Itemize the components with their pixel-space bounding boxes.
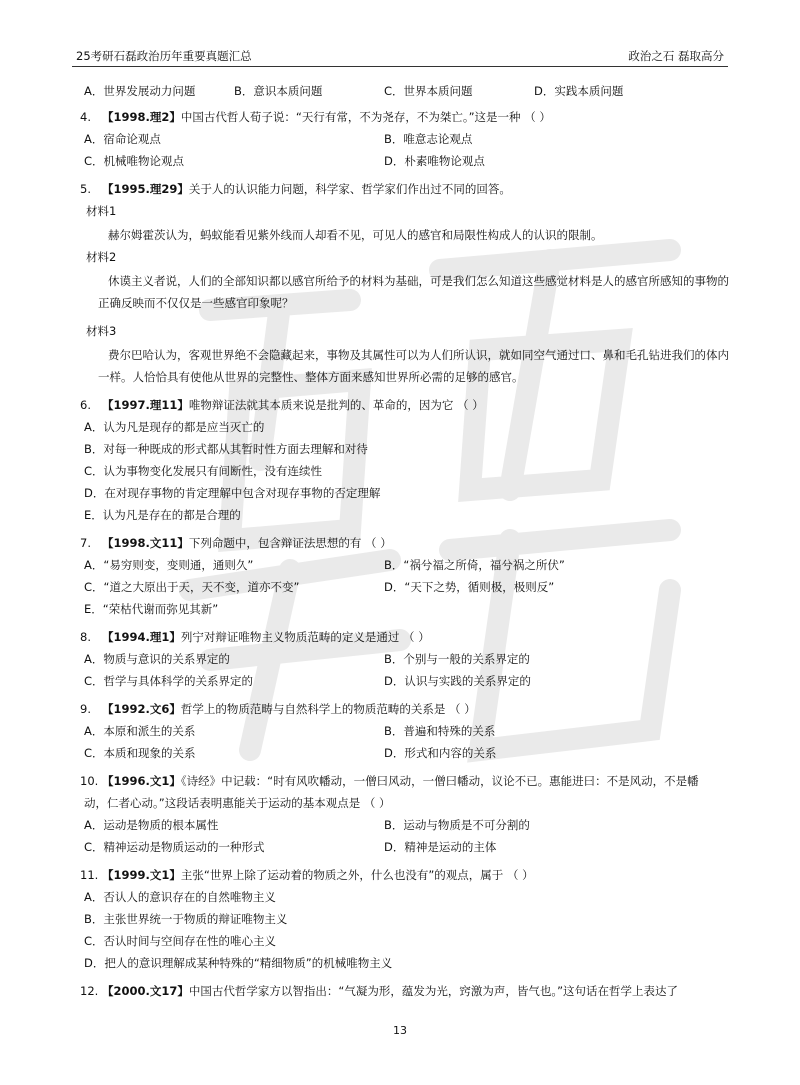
question-number: 5. bbox=[80, 182, 91, 196]
option-d: D．把人的意识理解成某种特殊的“精细物质”的机械唯物主义 bbox=[84, 956, 393, 970]
question-source: 【1992.文6】 bbox=[102, 702, 181, 716]
option-b: B．意识本质问题 bbox=[234, 84, 323, 98]
option-c: C．精神运动是物质运动的一种形式 bbox=[84, 840, 265, 854]
question-source: 【1998.理2】 bbox=[102, 110, 181, 124]
question-source: 【1996.文1】 bbox=[102, 774, 181, 788]
option-b: B．对每一种既成的形式都从其暂时性方面去理解和对待 bbox=[84, 442, 368, 456]
option-b: B．普遍和特殊的关系 bbox=[384, 724, 496, 738]
option-b: B．运动与物质是不可分割的 bbox=[384, 818, 530, 832]
header-slogan: 政治之石 磊取高分 bbox=[628, 49, 724, 63]
question-text: 列宁对辩证唯物主义物质范畴的定义是通过 （ ） bbox=[180, 630, 430, 644]
material-3-label: 材料3 bbox=[86, 324, 117, 338]
material-2-text: 休谟主义者说，人们的全部知识都以感官所给予的材料为基础，可是我们怎么知道这些感觉材料是人的感官所感知的事物的正确反映而不仅仅是一些感官印象呢？ bbox=[98, 274, 729, 310]
option-d: D．实践本质问题 bbox=[534, 84, 624, 98]
option-a: A．世界发展动力问题 bbox=[84, 84, 196, 98]
question-text: 下列命题中，包含辩证法思想的有 （ ） bbox=[188, 536, 392, 550]
question-number: 8. bbox=[80, 630, 91, 644]
option-d: D．在对现存事物的肯定理解中包含对现存事物的否定理解 bbox=[84, 486, 381, 500]
option-d: D．形式和内容的关系 bbox=[384, 746, 497, 760]
option-a: A．“易穷则变，变则通，通则久” bbox=[84, 558, 254, 572]
option-a: A．否认人的意识存在的自然唯物主义 bbox=[84, 890, 276, 904]
option-d: D．认识与实践的关系界定的 bbox=[384, 674, 531, 688]
option-c: C．世界本质问题 bbox=[384, 84, 473, 98]
question-number: 7. bbox=[80, 536, 91, 550]
option-b: B．个别与一般的关系界定的 bbox=[384, 652, 530, 666]
option-d: D．“天下之势，循则极，极则反” bbox=[384, 580, 555, 594]
question-text: 关于人的认识能力问题，科学家、哲学家们作出过不同的回答。 bbox=[188, 182, 511, 196]
option-e: E．“荣枯代谢而弥见其新” bbox=[84, 602, 219, 616]
material-3-text: 费尔巴哈认为，客观世界绝不会隐藏起来，事物及其属性可以为人们所认识，就如同空气通过口、鼻和毛孔钻进我们的体内一样。人恰恰具有使他从世界的完整性、整体方面来感知世界所必需的足够的感官。 bbox=[98, 348, 729, 384]
question-number: 12. bbox=[80, 984, 99, 998]
option-c: C．否认时间与空间存在性的唯心主义 bbox=[84, 934, 277, 948]
option-a: A．本原和派生的关系 bbox=[84, 724, 196, 738]
page-number: 13 bbox=[393, 1024, 407, 1037]
option-c: C．本质和现象的关系 bbox=[84, 746, 196, 760]
material-1-label: 材料1 bbox=[86, 204, 117, 218]
option-a: A．认为凡是现存的都是应当灭亡的 bbox=[84, 420, 265, 434]
option-a: A．物质与意识的关系界定的 bbox=[84, 652, 230, 666]
option-d: D．朴素唯物论观点 bbox=[384, 154, 485, 168]
option-d: D．精神是运动的主体 bbox=[384, 840, 497, 854]
page-header bbox=[72, 48, 728, 67]
question-number: 6. bbox=[80, 398, 91, 412]
question-source: 【1994.理1】 bbox=[102, 630, 181, 644]
question-source: 【1999.文1】 bbox=[102, 868, 181, 882]
question-number: 4. bbox=[80, 110, 91, 124]
question-source: 【2000.文17】 bbox=[102, 984, 189, 998]
question-text: 哲学上的物质范畴与自然科学上的物质范畴的关系是 （ ） bbox=[180, 702, 476, 716]
option-b: B．唯意志论观点 bbox=[384, 132, 473, 146]
material-1-text: 赫尔姆霍茨认为，蚂蚁能看见紫外线而人却看不见，可见人的感官和局限性构成人的认识的限制。 bbox=[108, 228, 603, 242]
option-c: C．“道之大原出于天，天不变，道亦不变” bbox=[84, 580, 300, 594]
question-number: 9. bbox=[80, 702, 91, 716]
option-c: C．机械唯物论观点 bbox=[84, 154, 185, 168]
option-a: A．宿命论观点 bbox=[84, 132, 161, 146]
question-source: 【1998.文11】 bbox=[102, 536, 189, 550]
header-title: 25考研石磊政治历年重要真题汇总 bbox=[76, 49, 252, 63]
material-2-label: 材料2 bbox=[86, 250, 117, 264]
option-a: A．运动是物质的根本属性 bbox=[84, 818, 219, 832]
question-source: 【1995.理29】 bbox=[102, 182, 189, 196]
question-text: 唯物辩证法就其本质来说是批判的、革命的，因为它 （ ） bbox=[188, 398, 484, 412]
question-source: 【1997.理11】 bbox=[102, 398, 189, 412]
question-number: 11. bbox=[80, 868, 99, 882]
question-text: 《诗经》中记载：“时有风吹幡动，一僧曰风动，一僧曰幡动，议论不已。惠能进曰：不是风动，不是幡 bbox=[180, 774, 699, 788]
question-text: 中国古代哲人荀子说：“天行有常，不为尧存，不为桀亡。”这是一种 （ ） bbox=[180, 110, 551, 124]
option-b: B．主张世界统一于物质的辩证唯物主义 bbox=[84, 912, 288, 926]
question-number: 10. bbox=[80, 774, 99, 788]
option-c: C．认为事物变化发展只有间断性，没有连续性 bbox=[84, 464, 323, 478]
question-text: 中国古代哲学家方以智指出：“气凝为形，蕴发为光，窍激为声，皆气也。”这句话在哲学上表达了 bbox=[188, 984, 679, 998]
option-e: E．认为凡是存在的都是合理的 bbox=[84, 508, 241, 522]
option-b: B．“祸兮福之所倚，福兮祸之所伏” bbox=[384, 558, 565, 572]
question-text-continued: 动，仁者心动。”这段话表明惠能关于运动的基本观点是 （ ） bbox=[84, 796, 391, 810]
question-text: 主张“世界上除了运动着的物质之外，什么也没有”的观点，属于 （ ） bbox=[180, 868, 534, 882]
option-c: C．哲学与具体科学的关系界定的 bbox=[84, 674, 254, 688]
